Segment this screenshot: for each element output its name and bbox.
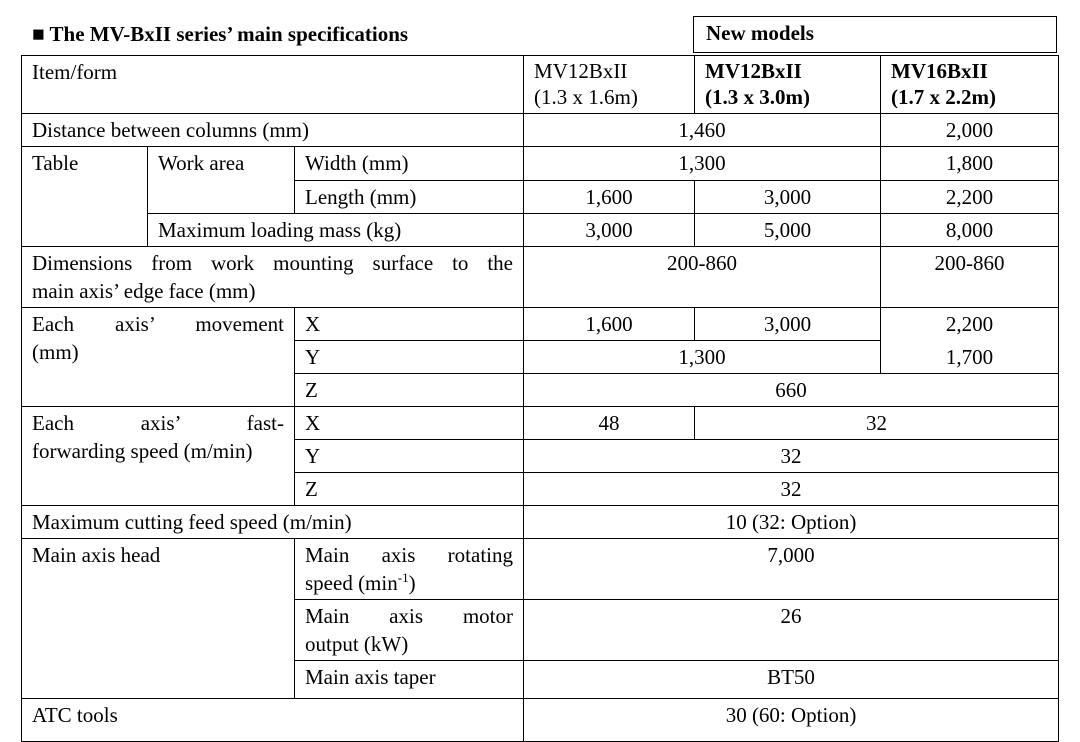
- fast-x-m1: 48: [524, 407, 695, 440]
- rotating-speed-line-2: [305, 569, 513, 597]
- model-2-size: (1.3 x 3.0m): [705, 85, 810, 109]
- rotating-speed-close: ): [408, 571, 416, 595]
- model-1-size: (1.3 x 1.6m): [534, 85, 638, 109]
- table-row: [22, 506, 1059, 539]
- movement-label: [22, 308, 295, 407]
- header-item-form: Item/form: [22, 56, 524, 114]
- dimensions-label: [22, 247, 524, 308]
- taper-all: BT50: [524, 661, 1059, 699]
- mass-m1: 3,000: [524, 214, 695, 247]
- length-m2: 3,000: [695, 181, 881, 214]
- length-m1: 1,600: [524, 181, 695, 214]
- header-model-2: [695, 56, 881, 114]
- width-m12: 1,300: [524, 147, 881, 181]
- mass-m3: 8,000: [881, 214, 1059, 247]
- distance-label: Distance between columns (mm): [22, 114, 524, 147]
- header-model-1: [524, 56, 695, 114]
- table-row: [22, 214, 1059, 247]
- model-1-name: MV12BxII: [534, 59, 628, 83]
- work-area-label: Work area: [148, 147, 295, 214]
- atc-label: ATC tools: [22, 699, 524, 742]
- model-3-size: (1.7 x 2.2m): [891, 85, 996, 109]
- rotating-speed-label: [295, 539, 524, 600]
- page-title: ■ The MV-BxII series’ main specifications: [32, 22, 409, 46]
- table-row: [22, 407, 1059, 440]
- dimensions-label-line-1: Dimensions from work mounting surface to the: [32, 251, 514, 275]
- rotating-speed-all: 7,000: [524, 539, 1059, 600]
- motor-output-line-2: output (kW): [305, 632, 409, 656]
- dimensions-label-line-2: main axis’ edge face (mm): [32, 279, 256, 303]
- distance-m16: 2,000: [881, 114, 1059, 147]
- taper-label: Main axis taper: [295, 661, 524, 699]
- fast-z-all: 32: [524, 473, 1059, 506]
- movement-label-line-1: Each axis’ movement: [32, 312, 284, 336]
- width-m16: 1,800: [881, 147, 1059, 181]
- movement-x-m3: 2,200: [881, 308, 1059, 341]
- table-row: [22, 56, 1059, 114]
- model-3-name: MV16BxII: [891, 59, 988, 83]
- table-row: [22, 247, 1059, 308]
- distance-m12: 1,460: [524, 114, 881, 147]
- head-label: Main axis head: [22, 539, 295, 699]
- movement-x-m2: 3,000: [695, 308, 881, 341]
- motor-output-line-1: Main axis motor: [305, 604, 514, 628]
- fast-y-all: 32: [524, 440, 1059, 473]
- dimensions-m16: 200-860: [881, 247, 1059, 308]
- header-model-3: [881, 56, 1059, 114]
- rotating-speed-unit: speed (min: [305, 571, 398, 595]
- movement-z-all: 660: [524, 374, 1059, 407]
- length-m3: 2,200: [881, 181, 1059, 214]
- motor-output-label: [295, 600, 524, 661]
- spec-table: [21, 55, 1059, 742]
- table-label: Table: [22, 147, 148, 247]
- table-row: [22, 147, 1059, 181]
- movement-x-axis: X: [295, 308, 524, 341]
- fast-forward-label-line-2: forwarding speed (m/min): [32, 439, 253, 463]
- movement-y-m12: 1,300: [524, 341, 881, 374]
- movement-y-axis: Y: [295, 341, 524, 374]
- fast-y-axis: Y: [295, 440, 524, 473]
- movement-x-m1: 1,600: [524, 308, 695, 341]
- rotating-speed-line-1: Main axis rotating: [305, 543, 514, 567]
- dimensions-m12: 200-860: [524, 247, 881, 308]
- new-models-label: New models: [693, 16, 1057, 53]
- table-row: [22, 539, 1059, 600]
- table-row: [22, 699, 1059, 742]
- mass-m2: 5,000: [695, 214, 881, 247]
- table-row: [22, 308, 1059, 341]
- fast-forward-label-line-1: Each axis’ fast-: [32, 411, 284, 435]
- rotating-speed-exponent: -1: [397, 570, 409, 585]
- length-label: Length (mm): [295, 181, 524, 214]
- movement-y-m3: 1,700: [881, 341, 1059, 374]
- mass-label: Maximum loading mass (kg): [148, 214, 524, 247]
- fast-x-axis: X: [295, 407, 524, 440]
- fast-z-axis: Z: [295, 473, 524, 506]
- width-label: Width (mm): [295, 147, 524, 181]
- movement-z-axis: Z: [295, 374, 524, 407]
- movement-label-line-2: (mm): [32, 340, 79, 364]
- cutting-all: 10 (32: Option): [524, 506, 1059, 539]
- cutting-label: Maximum cutting feed speed (m/min): [22, 506, 524, 539]
- motor-output-all: 26: [524, 600, 1059, 661]
- model-2-name: MV12BxII: [705, 59, 802, 83]
- fast-x-m23: 32: [695, 407, 1059, 440]
- fast-forward-label: [22, 407, 295, 506]
- table-row: [22, 114, 1059, 147]
- atc-all: 30 (60: Option): [524, 699, 1059, 742]
